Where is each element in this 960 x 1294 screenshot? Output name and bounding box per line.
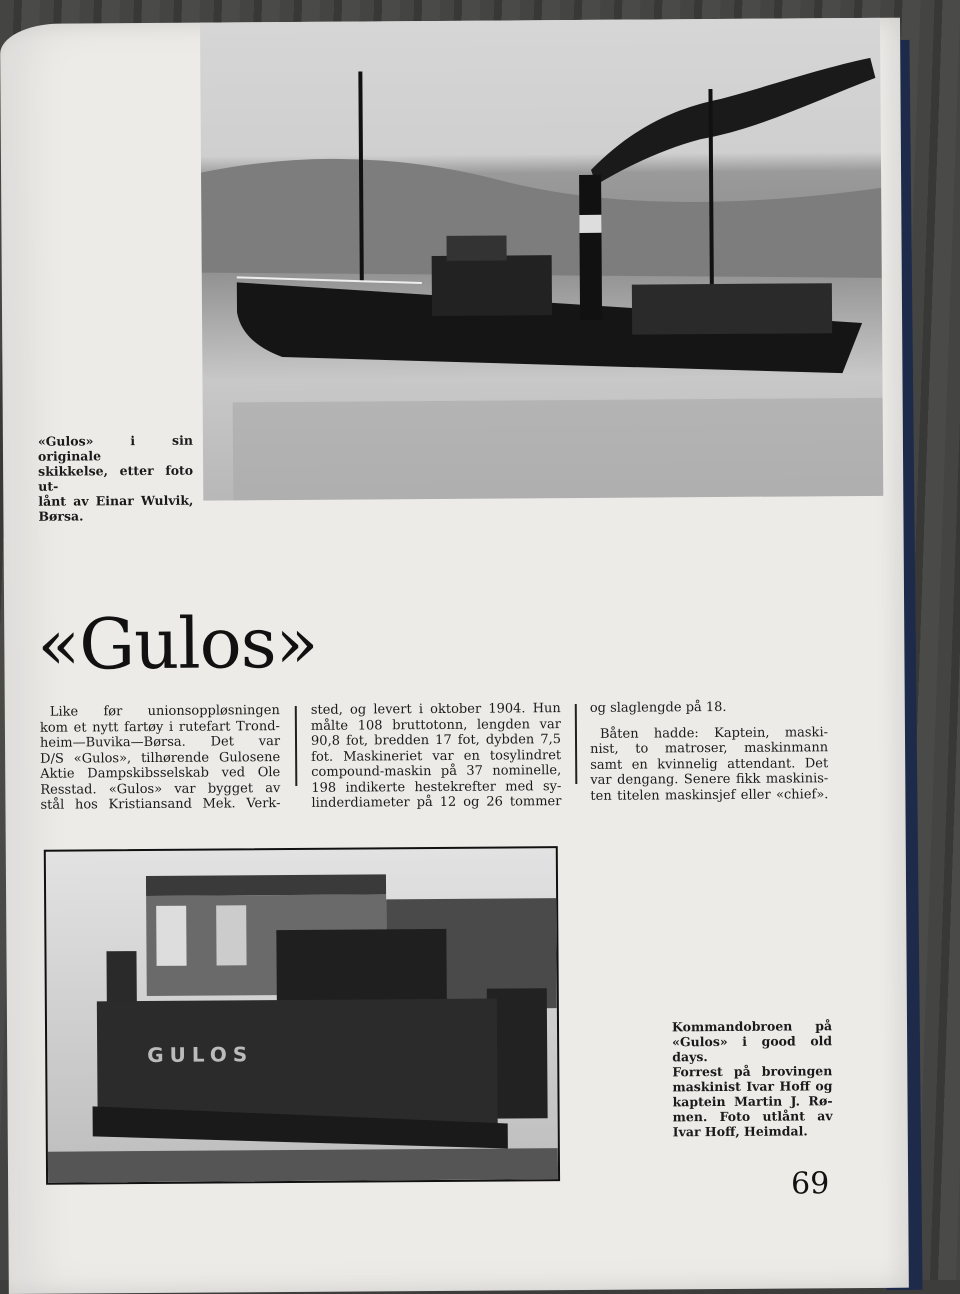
- text-line: fot. Maskineriet var en tosylindret: [311, 747, 562, 765]
- painted-ship-name: GULOS: [147, 1042, 254, 1067]
- steamship-photo: [200, 18, 883, 501]
- text-line: Båten hadde: Kaptein, maski-: [599, 724, 829, 742]
- text-line: var dengang. Senere fikk maskinis-: [590, 771, 829, 788]
- text-line: linderdiameter på 12 og 26 tommer: [311, 794, 562, 811]
- text-line: heim—Buvika—Børsa. Det var: [39, 734, 281, 751]
- text-line: samt en kvinnelig attendant. Det: [590, 755, 829, 773]
- text-line: nist, to matroser, maskinmann: [590, 740, 829, 757]
- article-column-2: [311, 701, 562, 811]
- caption-line: Børsa.: [38, 508, 84, 524]
- caption-line: men. Foto utlånt av: [672, 1108, 833, 1125]
- caption-line: Kommandobroen på: [671, 1018, 833, 1035]
- text-line: Aktie Dampskibsselskab ved Ole: [40, 765, 281, 782]
- book-page: [0, 18, 909, 1294]
- text-line: Like før unionsoppløsningen: [49, 703, 280, 720]
- caption-line: kaptein Martin J. Rø-: [672, 1093, 833, 1110]
- text-line: og slaglengde på 18.: [589, 699, 727, 716]
- text-line: målte 108 bruttotonn, lengden var: [310, 716, 561, 734]
- caption-line: Forrest på brovingen: [672, 1063, 833, 1080]
- article-title: «Gulos»: [37, 601, 318, 686]
- text-line: compound-maskin på 37 nominelle,: [311, 763, 562, 780]
- caption-line: «Gulos» i good old days.: [672, 1033, 833, 1065]
- text-line: sted, og levert i oktober 1904. Hun: [310, 701, 561, 718]
- caption-line: lånt av Einar Wulvik,: [38, 492, 194, 509]
- caption-line: maskinist Ivar Hoff og: [672, 1078, 833, 1095]
- column-divider: [295, 706, 298, 786]
- caption-line: «Gulos» i sin originale: [37, 432, 193, 464]
- text-line: 198 indikerte hestekrefter med sy-: [311, 778, 562, 796]
- caption-line: Ivar Hoff, Heimdal.: [672, 1123, 808, 1140]
- caption-line: skikkelse, etter foto ut-: [38, 462, 194, 494]
- text-line: kom et nytt fartøy i rutefart Trond-: [39, 718, 280, 736]
- text-line: 90,8 fot, bredden 17 fot, dybden 7,5: [310, 732, 562, 749]
- column-divider: [575, 704, 578, 784]
- article-column-1: [40, 703, 281, 813]
- text-line: stål hos Kristiansand Mek. Verk-: [40, 796, 281, 813]
- page-number: 69: [790, 1166, 830, 1202]
- text-line: D/S «Gulos», tilhørende Gulosene: [40, 749, 281, 767]
- bottom-photo-caption: [672, 1018, 833, 1139]
- top-photo-caption: [38, 433, 194, 524]
- text-line: Resstad. «Gulos» var bygget av: [40, 780, 281, 798]
- text-line: ten titelen maskinsjef eller «chief».: [590, 786, 829, 804]
- bridge-crew-photo: [44, 846, 560, 1185]
- article-column-3: [590, 699, 829, 804]
